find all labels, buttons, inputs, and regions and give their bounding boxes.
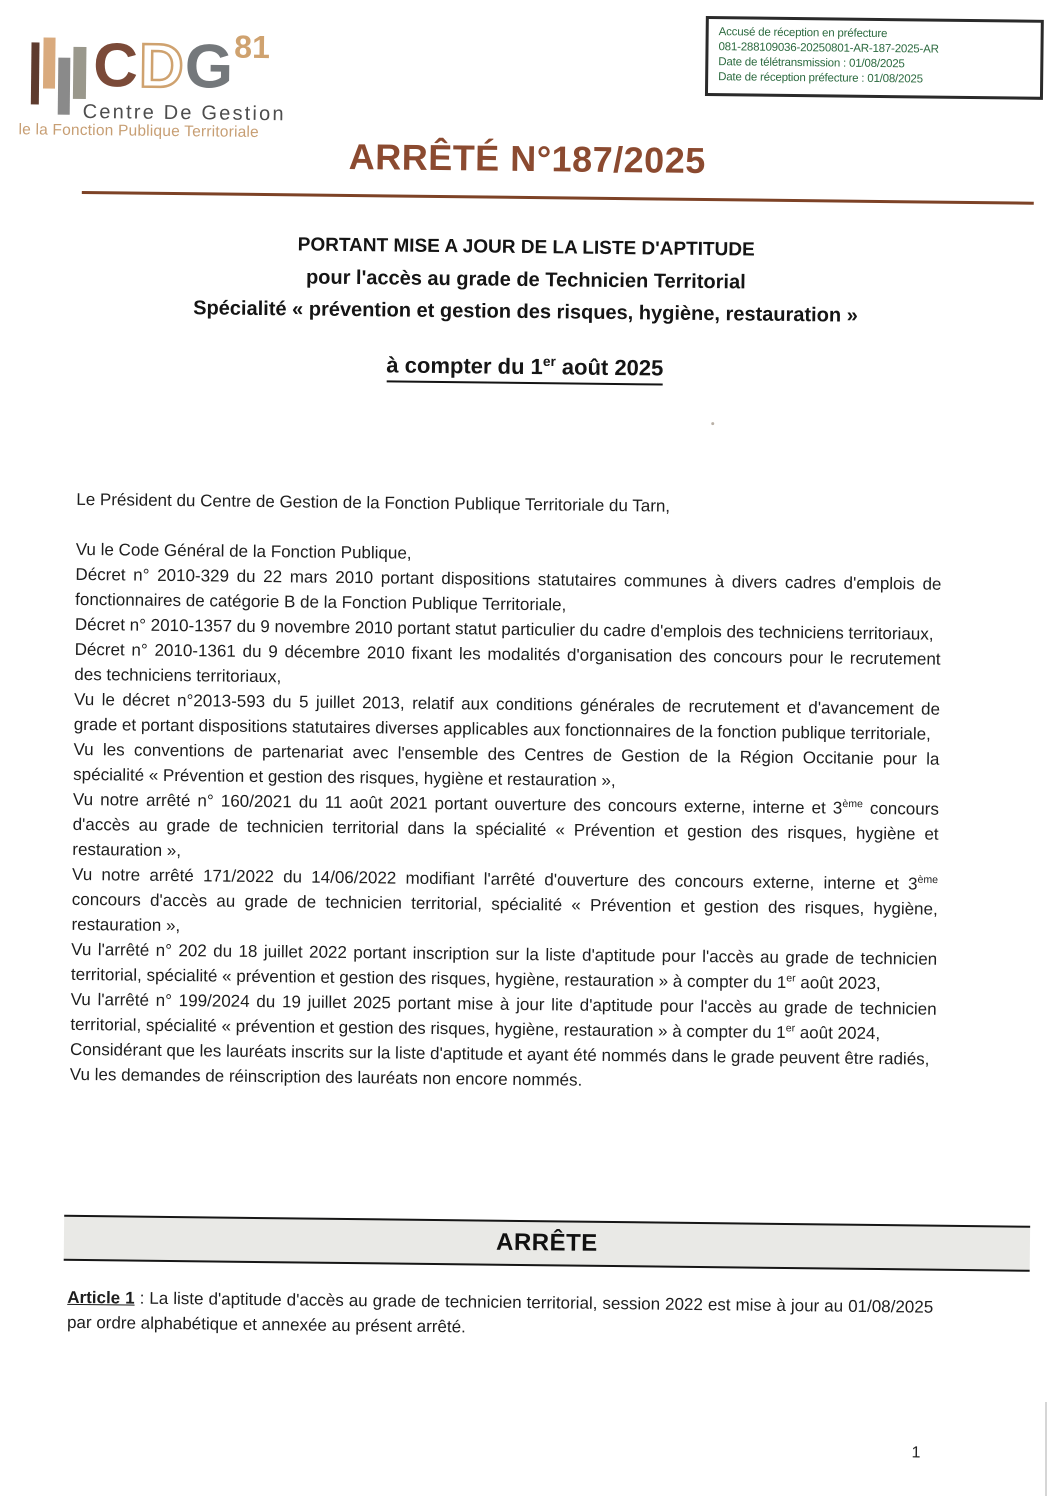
body-paragraph: Vu l'arrêté n° 199/2024 du 19 juillet 2025 portant mise à jour lite d'aptitude pour l'accès au grade de technicien territorial, spécialité « prévention et gestion des risques, hygiène, restauration » à compter du 1er août 2024, bbox=[70, 989, 937, 1044]
prefecture-reception-stamp bbox=[705, 16, 1044, 100]
page-number: 1 bbox=[911, 1444, 921, 1462]
logo-letter-c: C bbox=[92, 31, 140, 101]
title-divider bbox=[82, 191, 1034, 205]
page-title: ARRÊTÉ N°187/2025 bbox=[348, 135, 706, 182]
body-paragraph: Décret n° 2010-1361 du 9 décembre 2010 fixant les modalités d'organisation des concours pour le recrutement des techniciens territoriaux, bbox=[74, 639, 941, 687]
stamp-line: Date de télétransmission : 01/08/2025 bbox=[718, 56, 905, 71]
article-1-paragraph: Article 1 : La liste d'aptitude d'accès au grade de technicien territorial, session 2022 est mise à jour au 01/08/2025 par ordre alphabétique et annexée au présent arrêté. bbox=[66, 1287, 934, 1337]
body-paragraph: Vu le Code Général de la Fonction Publique, bbox=[75, 539, 412, 563]
logo-bars-icon bbox=[21, 26, 92, 127]
subtitle-line: pour l'accès au grade de Technicien Territorial bbox=[305, 266, 746, 294]
document-subtitle bbox=[0, 226, 1055, 334]
body-paragraph: Considérant que les lauréats inscrits sur la liste d'aptitude et ayant été nommés dans le grade peuvent être radiés, bbox=[69, 1039, 930, 1069]
effective-date-text: à compter du 1er août 2025 bbox=[386, 352, 663, 385]
logo-letter-g: G bbox=[184, 32, 235, 102]
subtitle-line: Spécialité « prévention et gestion des risques, hygiène, restauration » bbox=[193, 297, 858, 327]
body-paragraph: Le Président du Centre de Gestion de la Fonction Publique Territoriale du Tarn, bbox=[76, 489, 671, 516]
stamp-line: Accusé de réception en préfecture bbox=[718, 26, 888, 41]
logo-bar-icon bbox=[73, 47, 87, 99]
arrete-section-banner bbox=[64, 1215, 1030, 1272]
scan-edge-artifact bbox=[1045, 1402, 1047, 1496]
logo-bar-icon bbox=[31, 42, 40, 104]
body-paragraph: Vu notre arrêté 171/2022 du 14/06/2022 modifiant l'arrêté d'ouverture des concours externe, interne et 3ème concours d'accès au grade de technicien territorial, spécialité « Prévention et gestion des risques, hygiène, restauration », bbox=[71, 864, 939, 936]
body-paragraph: Décret n° 2010-1357 du 9 novembre 2010 portant statut particulier du cadre d'emplois des techniciens territoriaux, bbox=[74, 614, 934, 644]
document-body bbox=[70, 487, 943, 1097]
logo-department-number: 81 bbox=[234, 28, 271, 66]
body-paragraph: Vu le décret n°2013-593 du 5 juillet 2013, relatif aux conditions générales de recrutement et d'avancement de grade et portant dispositions statutaires diverses applicables aux fonctionnaires de la fonction publique territoriale, bbox=[73, 689, 941, 744]
stamp-line: 081-288109036-20250801-AR-187-2025-AR bbox=[718, 41, 939, 56]
body-paragraph: Vu l'arrêté n° 202 du 18 juillet 2022 portant inscription sur la liste d'aptitude pour l'accès au grade de technicien territorial, spécialité « prévention et gestion des risques, hygiène, restauration » à compter du 1er août 2023, bbox=[70, 939, 938, 994]
logo-acronym bbox=[92, 28, 271, 102]
scan-noise-dot bbox=[711, 422, 714, 425]
logo-org-name: Centre De Gestion bbox=[82, 100, 286, 126]
body-paragraph: Décret n° 2010-329 du 22 mars 2010 portant dispositions statutaires communes à divers cadres d'emplois de fonctionnaires de catégorie B de la Fonction Publique Territoriale, bbox=[75, 564, 942, 615]
logo-bar-icon bbox=[43, 37, 56, 88]
arrete-heading: ARRÊTE bbox=[495, 1228, 598, 1257]
effective-date-heading bbox=[0, 348, 1054, 390]
body-paragraph: Vu les demandes de réinscription des lauréats non encore nommés. bbox=[69, 1064, 583, 1090]
body-paragraph: Vu les conventions de partenariat avec l'ensemble des Centres de Gestion de la Région Occitanie pour la spécialité « Prévention et gestion des risques, hygiène et restauration », bbox=[73, 739, 940, 791]
logo-org-subtitle: le la Fonction Publique Territoriale bbox=[18, 121, 260, 141]
body-paragraph: Vu notre arrêté n° 160/2021 du 11 août 2021 portant ouverture des concours externe, interne et 3ème concours d'accès au grade de technicien territorial dans la spécialité « Prévention et gestion des risques, hygiène et restauration », bbox=[72, 789, 939, 861]
logo-letter-d: D bbox=[138, 31, 186, 102]
subtitle-line: PORTANT MISE A JOUR DE LA LISTE D'APTITUDE bbox=[297, 234, 755, 261]
logo-bar-icon bbox=[58, 58, 71, 115]
cdg81-logo bbox=[20, 26, 311, 149]
stamp-line: Date de réception préfecture : 01/08/2025 bbox=[718, 71, 923, 86]
